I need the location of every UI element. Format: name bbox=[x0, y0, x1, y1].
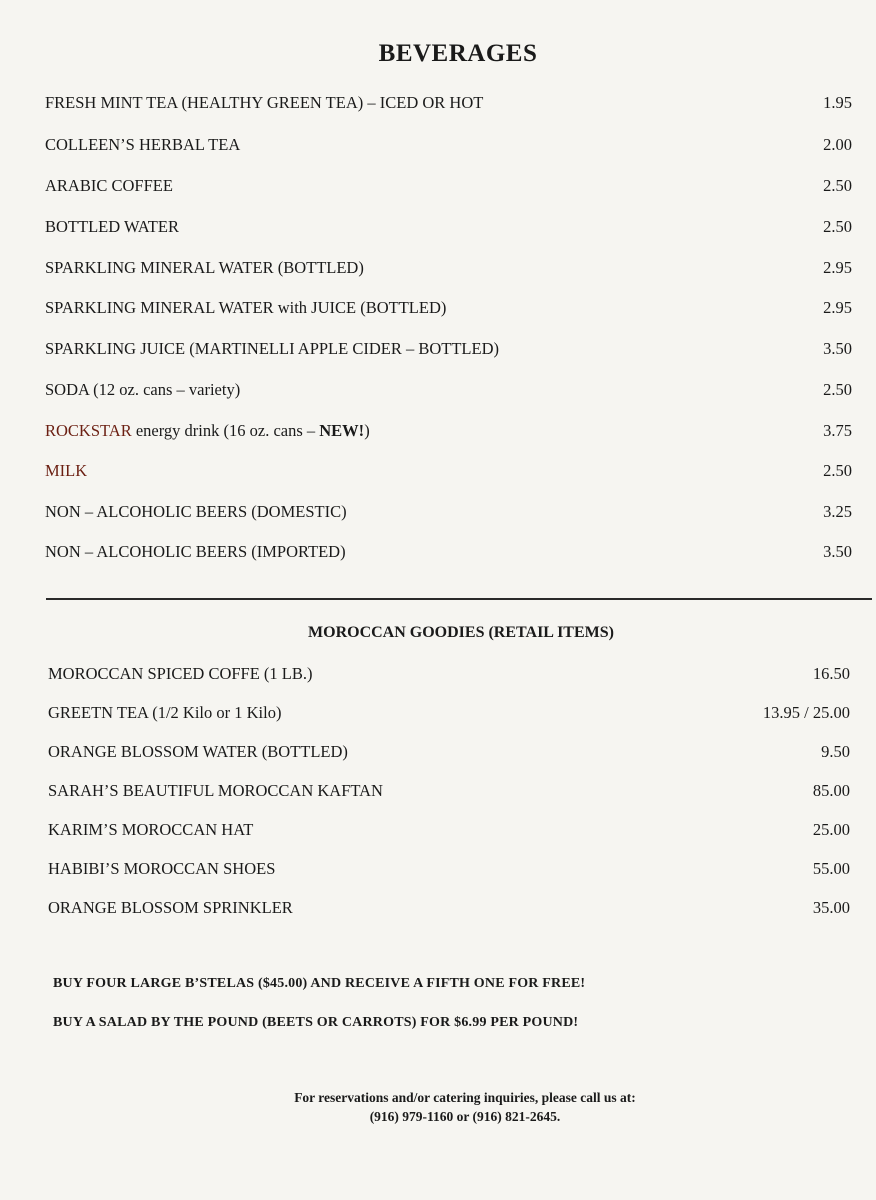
item-price: 85.00 bbox=[812, 781, 850, 800]
item-name: KARIM’S MOROCCAN HAT bbox=[48, 820, 254, 839]
item-price: 9.50 bbox=[821, 742, 850, 761]
item-name: ARABIC COFFEE bbox=[45, 176, 173, 195]
item-price: 3.50 bbox=[823, 542, 852, 561]
footer-line: For reservations and/or catering inquiries, please call us at: bbox=[294, 1090, 636, 1105]
item-price: 2.50 bbox=[823, 461, 852, 480]
promo-line: BUY FOUR LARGE B’STELAS ($45.00) AND RECEIVE A FIFTH ONE FOR FREE! bbox=[53, 976, 586, 991]
item-name: SPARKLING MINERAL WATER (BOTTLED) bbox=[45, 258, 364, 277]
section-divider bbox=[46, 598, 872, 600]
list-item bbox=[48, 742, 850, 762]
item-name: SPARKLING JUICE (MARTINELLI APPLE CIDER – BOTTLED) bbox=[45, 339, 499, 358]
item-name: SPARKLING MINERAL WATER with JUICE (BOTTLED) bbox=[45, 298, 447, 317]
item-name: NON – ALCOHOLIC BEERS (IMPORTED) bbox=[45, 542, 346, 561]
item-name: SARAH’S BEAUTIFUL MOROCCAN KAFTAN bbox=[48, 781, 383, 800]
item-name: MOROCCAN SPICED COFFE (1 LB.) bbox=[48, 664, 313, 683]
list-item bbox=[45, 176, 852, 196]
list-item bbox=[45, 258, 852, 278]
item-name: ORANGE BLOSSOM SPRINKLER bbox=[48, 898, 293, 917]
list-item bbox=[45, 93, 852, 113]
item-price: 3.50 bbox=[823, 339, 852, 358]
item-price: 2.50 bbox=[823, 380, 852, 399]
item-price: 2.50 bbox=[823, 217, 852, 236]
item-name: FRESH MINT TEA (HEALTHY GREEN TEA) – ICED OR HOT bbox=[45, 93, 484, 112]
item-name: GREETN TEA (1/2 Kilo or 1 Kilo) bbox=[48, 703, 282, 722]
page-title: BEVERAGES bbox=[378, 40, 538, 67]
phone-numbers: (916) 979-1160 or (916) 821-2645. bbox=[369, 1109, 561, 1124]
list-item bbox=[48, 898, 850, 918]
list-item bbox=[45, 217, 852, 237]
item-price: 2.95 bbox=[823, 258, 852, 277]
item-name: MILK bbox=[45, 461, 88, 480]
list-item bbox=[45, 339, 852, 359]
list-item bbox=[45, 421, 852, 441]
item-price: 55.00 bbox=[812, 859, 850, 878]
item-price: 25.00 bbox=[812, 820, 850, 839]
list-item bbox=[48, 664, 850, 684]
list-item bbox=[45, 298, 852, 318]
list-item bbox=[45, 380, 852, 400]
item-price: 2.95 bbox=[823, 298, 852, 317]
list-item bbox=[45, 135, 852, 155]
item-name: COLLEEN’S HERBAL TEA bbox=[45, 135, 241, 154]
item-price: 3.75 bbox=[823, 421, 852, 440]
item-price: 2.00 bbox=[823, 135, 852, 154]
item-price: 13.95 / 25.00 bbox=[762, 703, 850, 722]
list-item bbox=[45, 461, 852, 481]
list-item bbox=[45, 542, 852, 562]
contact-footer bbox=[0, 1088, 876, 1126]
section-title: MOROCCAN GOODIES (RETAIL ITEMS) bbox=[308, 624, 614, 641]
list-item bbox=[45, 502, 852, 522]
item-price: 1.95 bbox=[823, 93, 852, 112]
item-price: 16.50 bbox=[812, 664, 850, 683]
item-name: NON – ALCOHOLIC BEERS (DOMESTIC) bbox=[45, 502, 347, 521]
promo-line: BUY A SALAD BY THE POUND (BEETS OR CARROTS) FOR $6.99 PER POUND! bbox=[53, 1015, 579, 1030]
item-name: ORANGE BLOSSOM WATER (BOTTLED) bbox=[48, 742, 348, 761]
item-price: 3.25 bbox=[823, 502, 852, 521]
list-item bbox=[48, 703, 850, 723]
list-item bbox=[48, 859, 850, 879]
item-price: 2.50 bbox=[823, 176, 852, 195]
item-name: ROCKSTAR energy drink (16 oz. cans – NEW!) bbox=[45, 421, 370, 440]
item-name: BOTTLED WATER bbox=[45, 217, 179, 236]
item-name: HABIBI’S MOROCCAN SHOES bbox=[48, 859, 276, 878]
list-item bbox=[48, 781, 850, 801]
item-name: SODA (12 oz. cans – variety) bbox=[45, 380, 241, 399]
list-item bbox=[48, 820, 850, 840]
item-price: 35.00 bbox=[812, 898, 850, 917]
